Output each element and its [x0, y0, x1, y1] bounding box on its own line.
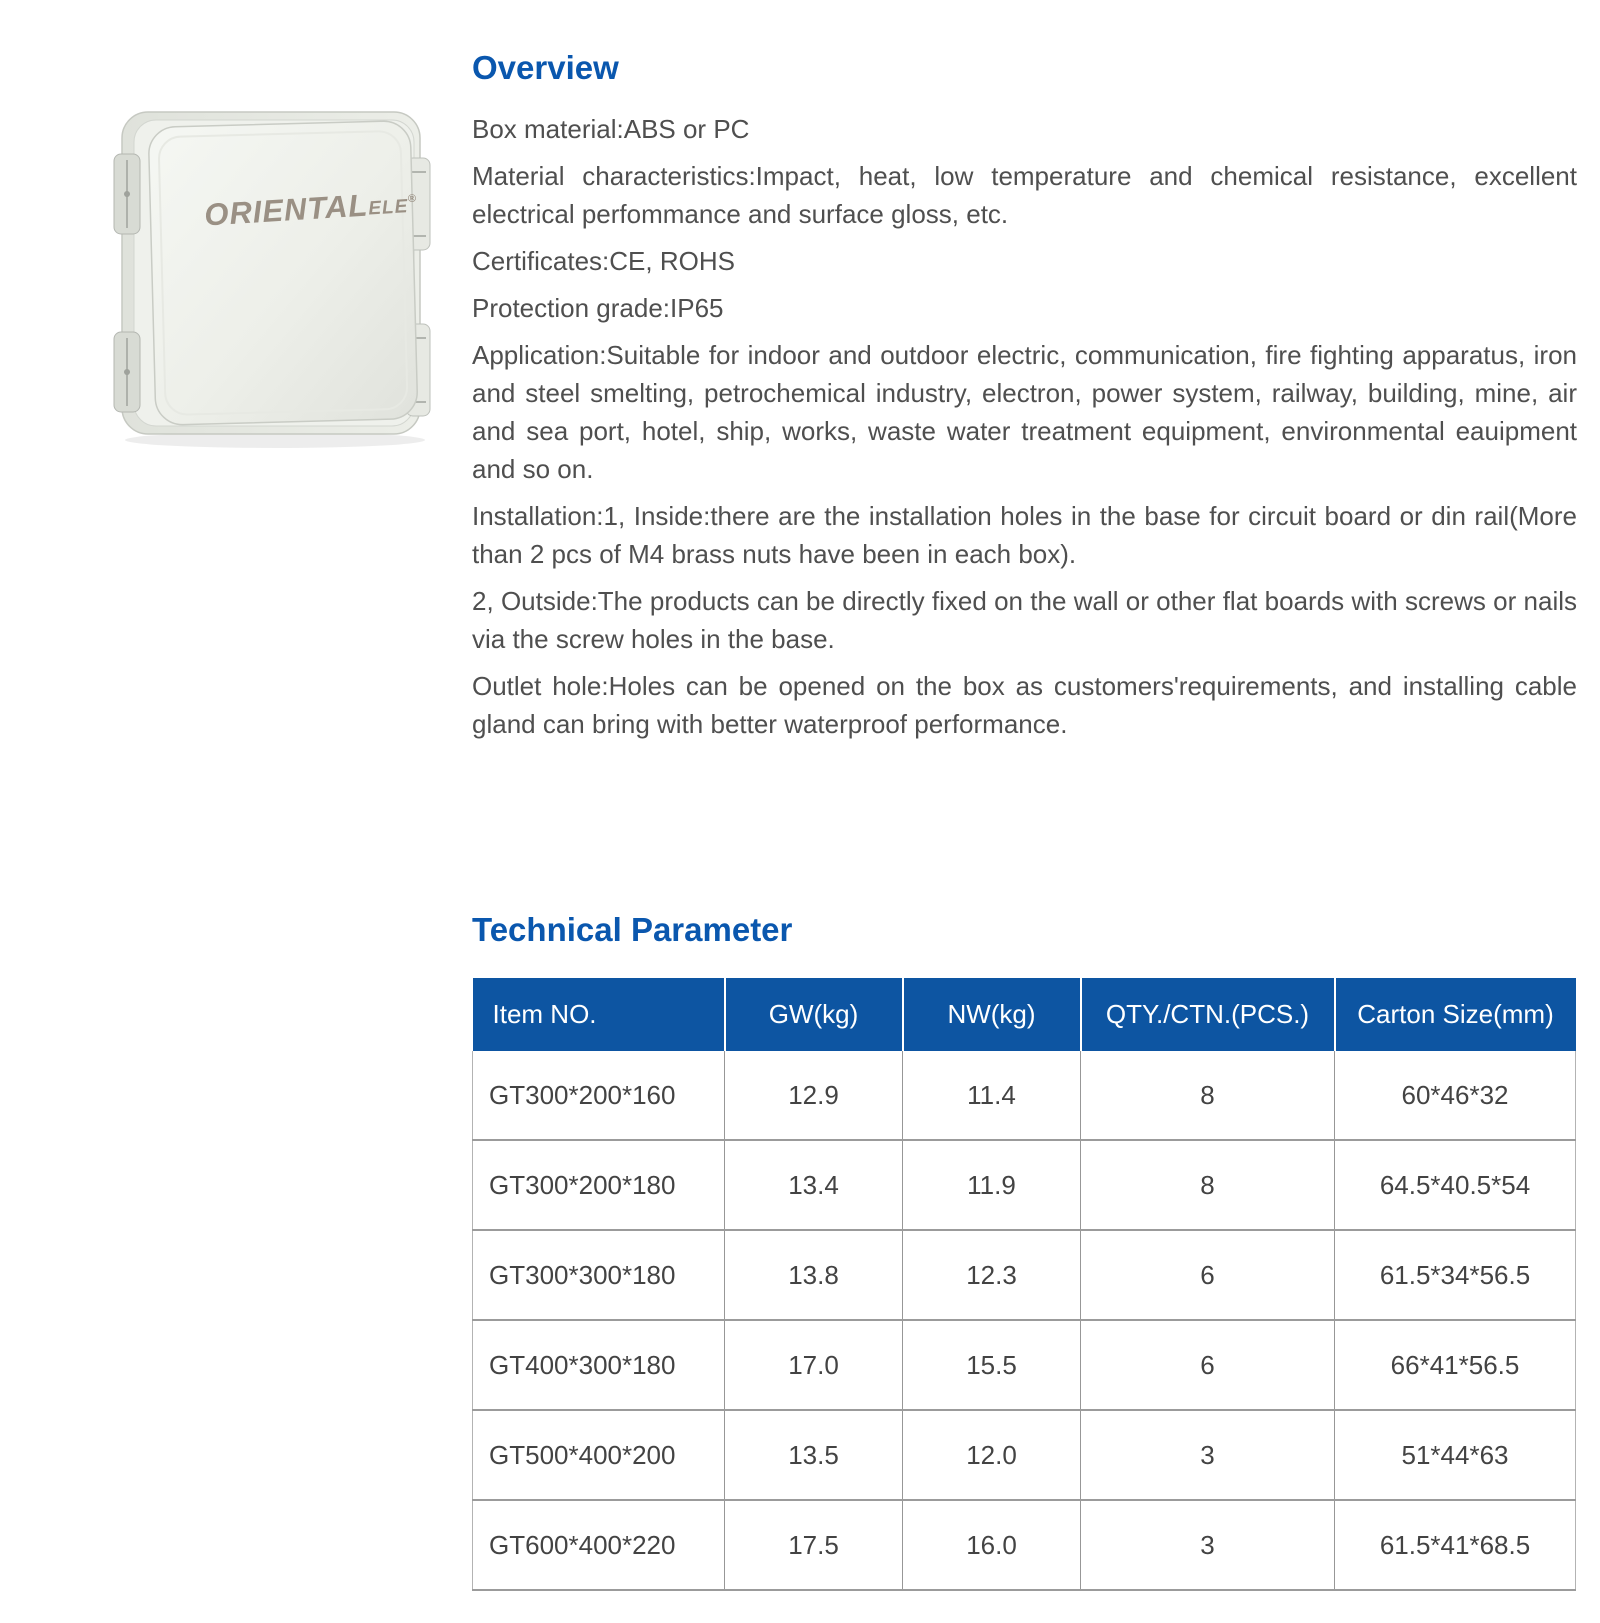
table-cell: 3 [1081, 1410, 1335, 1500]
table-row [473, 1230, 1576, 1320]
table-row [473, 1410, 1576, 1500]
table-header-cell: GW(kg) [725, 978, 903, 1051]
technical-parameter-section [472, 910, 1577, 1591]
table-cell: 66*41*56.5 [1335, 1320, 1576, 1410]
table-cell: 13.4 [725, 1140, 903, 1230]
table-cell: 12.9 [725, 1051, 903, 1140]
overview-paragraphs [472, 110, 1577, 743]
table-cell: 64.5*40.5*54 [1335, 1140, 1576, 1230]
table-cell: 12.3 [903, 1230, 1081, 1320]
table-cell: GT300*300*180 [473, 1230, 725, 1320]
table-header-cell: Item NO. [473, 978, 725, 1051]
table-cell: 17.5 [725, 1500, 903, 1590]
table-cell: 8 [1081, 1051, 1335, 1140]
table-cell: GT400*300*180 [473, 1320, 725, 1410]
enclosure-box-illustration [110, 96, 442, 452]
table-cell: 6 [1081, 1320, 1335, 1410]
table-header-cell: NW(kg) [903, 978, 1081, 1051]
table-cell: 6 [1081, 1230, 1335, 1320]
table-cell: 61.5*34*56.5 [1335, 1230, 1576, 1320]
overview-paragraph: Certificates:CE, ROHS [472, 246, 735, 276]
overview-paragraph: Application:Suitable for indoor and outdoor electric, communication, fire fighting apparatus, iron and steel smelting, petrochemical industry, electron, power system, railway, building, mine, air and sea port, hotel, ship, works, waste water treatment equipment, environmental eauipment and so on. [472, 340, 1577, 484]
table-cell: 15.5 [903, 1320, 1081, 1410]
table-cell: 16.0 [903, 1500, 1081, 1590]
table-row [473, 1140, 1576, 1230]
hinge-bottom [114, 332, 140, 412]
table-row [473, 1320, 1576, 1410]
overview-title: Overview [472, 49, 619, 86]
table-cell: GT600*400*220 [473, 1500, 725, 1590]
technical-parameter-title: Technical Parameter [472, 911, 793, 948]
overview-paragraph: 2, Outside:The products can be directly fixed on the wall or other flat boards with screws or nails via the screw holes in the base. [472, 586, 1577, 654]
table-cell: 13.8 [725, 1230, 903, 1320]
table-cell: 61.5*41*68.5 [1335, 1500, 1576, 1590]
table-cell: 11.9 [903, 1140, 1081, 1230]
table-cell: GT300*200*180 [473, 1140, 725, 1230]
overview-paragraph: Outlet hole:Holes can be opened on the box as customers'requirements, and installing cable gland can bring with better waterproof performance. [472, 671, 1577, 739]
table-row [473, 1500, 1576, 1590]
technical-parameter-table [472, 978, 1576, 1591]
table-cell: 12.0 [903, 1410, 1081, 1500]
table-cell: GT300*200*160 [473, 1051, 725, 1140]
table-header-cell: QTY./CTN.(PCS.) [1081, 978, 1335, 1051]
brand-logo-main: ORIENTAL [203, 187, 370, 233]
table-row [473, 1051, 1576, 1140]
overview-paragraph: Installation:1, Inside:there are the installation holes in the base for circuit board or din rail(More than 2 pcs of M4 brass nuts have been in each box). [472, 501, 1577, 569]
table-cell: 3 [1081, 1500, 1335, 1590]
table-cell: 17.0 [725, 1320, 903, 1410]
product-image[interactable] [110, 96, 442, 452]
table-cell: 60*46*32 [1335, 1051, 1576, 1140]
overview-paragraph: Material characteristics:Impact, heat, low temperature and chemical resistance, excellent electrical perfommance and surface gloss, etc. [472, 161, 1577, 229]
overview-paragraph: Box material:ABS or PC [472, 114, 750, 144]
table-header-row [473, 978, 1576, 1051]
table-head [473, 978, 1576, 1051]
table-cell: 13.5 [725, 1410, 903, 1500]
table-cell: GT500*400*200 [473, 1410, 725, 1500]
table-body [473, 1051, 1576, 1590]
product-detail-content [472, 48, 1577, 1591]
table-cell: 51*44*63 [1335, 1410, 1576, 1500]
hinge-top [114, 154, 140, 234]
overview-paragraph: Protection grade:IP65 [472, 293, 724, 323]
brand-logo-suffix: ELE [367, 196, 409, 220]
registered-trademark-icon: ® [407, 192, 418, 206]
overview-section [472, 48, 1577, 743]
box-lid [148, 120, 423, 425]
table-header-cell: Carton Size(mm) [1335, 978, 1576, 1051]
table-cell: 8 [1081, 1140, 1335, 1230]
table-cell: 11.4 [903, 1051, 1081, 1140]
